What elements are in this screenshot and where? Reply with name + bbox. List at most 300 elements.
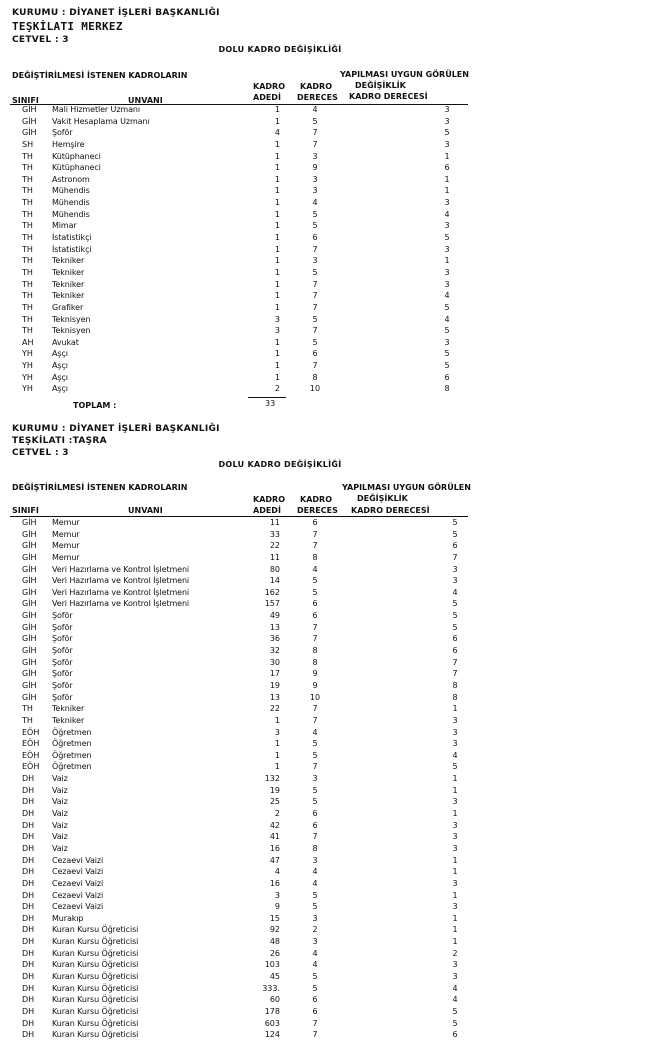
kadro-derecesi-cell: 4 [312,878,318,888]
sinifi-cell: TH [22,279,33,289]
kadro-adedi-cell: 11 [269,552,280,562]
sinifi-cell: TH [22,326,33,336]
unvani-cell: Kuran Kursu Öğreticisi [52,983,139,993]
kadro-adedi-cell: 1 [274,209,280,219]
toplam-value: 33 [265,399,276,408]
sinifi-cell: DH [22,937,35,947]
sinifi-cell: DH [22,983,35,993]
kadro-derecesi-cell: 2 [312,925,318,935]
kadro-adedi-cell: 2 [274,809,280,819]
sinifi-cell: TH [22,704,33,714]
table-row [0,913,660,925]
sinifi-cell: GİH [22,611,37,621]
table-row [0,622,660,634]
yeni-derece-cell: 3 [444,337,450,347]
sinifi-cell: DH [22,1006,35,1016]
kadro-adedi-cell: 36 [269,634,280,644]
kadro-derecesi-cell: 7 [312,139,318,149]
unvani-cell: Memur [52,541,80,551]
sinifi-cell: TH [22,198,33,208]
sinifi-cell: DH [22,774,35,784]
unvani-cell: Vaiz [52,785,68,795]
unvani-cell: Şoför [52,669,73,679]
kadro-adedi-cell: 92 [269,925,280,935]
kadro-adedi-cell: 162 [264,587,280,597]
kadro-adedi-cell: 1 [274,337,280,347]
unvani-cell: Öğretmen [52,750,92,760]
kadro-adedi-cell: 178 [264,1006,280,1016]
kadro-adedi-cell: 26 [269,948,280,958]
yeni-derece-cell: 3 [444,279,450,289]
table-row [0,185,660,197]
unvani-cell: Aşçı [52,384,68,394]
kadro-adedi-cell: 32 [269,646,280,656]
table-merkez [0,104,660,395]
sinifi-cell: GİH [22,669,37,679]
unvani-cell: Aşçı [52,372,68,382]
unvani-cell: Kuran Kursu Öğreticisi [52,971,139,981]
sinifi-cell: GİH [22,646,37,656]
unvani-cell: İstatistikçi [52,244,92,254]
kadro-derecesi-cell: 7 [312,1018,318,1028]
kadro-derecesi-cell: 8 [312,657,318,667]
table-row [0,924,660,936]
kadro-adedi-cell: 2 [274,384,280,394]
page-title: DOLU KADRO DEĞİŞİKLİĞİ [218,460,342,469]
col-kadro-derecesi-1: KADRO [300,82,332,91]
kadro-adedi-cell: 80 [269,564,280,574]
col-right-3: KADRO DERECESİ [349,92,428,101]
yeni-derece-cell: 4 [452,750,458,760]
unvani-cell: Şoför [52,657,73,667]
kadro-derecesi-cell: 5 [312,902,318,912]
yeni-derece-cell: 3 [452,971,458,981]
table-row [0,866,660,878]
kadro-adedi-cell: 1 [274,762,280,772]
teskilati-line: TEŞKİLATI MERKEZ [12,20,123,33]
kadro-derecesi-cell: 5 [312,576,318,586]
yeni-derece-cell: 4 [452,995,458,1005]
kadro-adedi-cell: 124 [264,1030,280,1040]
table-row [0,197,660,209]
kadro-derecesi-cell: 3 [312,174,318,184]
kadro-adedi-cell: 4 [274,128,280,138]
yeni-derece-cell: 6 [452,646,458,656]
table-tasra [0,517,660,1041]
sinifi-cell: TH [22,186,33,196]
col-kadro-adedi-1: KADRO [253,82,285,91]
subhead-left: DEĞİŞTİRİLMESİ İSTENEN KADROLARIN [12,71,188,80]
unvani-cell: Mimar [52,221,77,231]
table-row [0,564,660,576]
unvani-cell: Grafiker [52,302,84,312]
sinifi-cell: TH [22,256,33,266]
sinifi-cell: TH [22,233,33,243]
unvani-cell: Kuran Kursu Öğreticisi [52,937,139,947]
sinifi-cell: EÖH [22,727,40,737]
kadro-derecesi-cell: 4 [312,564,318,574]
kadro-adedi-cell: 49 [269,611,280,621]
kadro-derecesi-cell: 5 [312,587,318,597]
sinifi-cell: AH [22,337,34,347]
col-kadro-derecesi-2: DERECES [297,506,338,515]
kadro-adedi-cell: 103 [264,960,280,970]
unvani-cell: Vaiz [52,774,68,784]
sinifi-cell: SH [22,139,34,149]
sinifi-cell: GİH [22,587,37,597]
unvani-cell: Vaiz [52,809,68,819]
unvani-cell: Kuran Kursu Öğreticisi [52,1018,139,1028]
sinifi-cell: EÖH [22,739,40,749]
kadro-adedi-cell: 1 [274,198,280,208]
sinifi-cell: GİH [22,564,37,574]
unvani-cell: Tekniker [52,704,85,714]
kadro-adedi-cell: 47 [269,855,280,865]
unvani-cell: Veri Hazırlama ve Kontrol İşletmeni [52,599,190,609]
yeni-derece-cell: 3 [444,116,450,126]
kadro-adedi-cell: 9 [274,902,280,912]
col-sinifi: SINIFI [12,96,39,105]
col-kadro-adedi-2: ADEDİ [253,506,281,515]
yeni-derece-cell: 8 [452,692,458,702]
sinifi-cell: GİH [22,552,37,562]
yeni-derece-cell: 7 [452,669,458,679]
sinifi-cell: TH [22,163,33,173]
kadro-derecesi-cell: 6 [312,809,318,819]
unvani-cell: Teknisyen [52,314,91,324]
kadro-derecesi-cell: 7 [312,634,318,644]
kadro-adedi-cell: 1 [274,267,280,277]
table-row [0,255,660,267]
yeni-derece-cell: 5 [452,529,458,539]
sinifi-cell: YH [22,349,33,359]
yeni-derece-cell: 3 [452,727,458,737]
kadro-derecesi-cell: 9 [312,680,318,690]
unvani-cell: Tekniker [52,256,85,266]
unvani-cell: Şoför [52,634,73,644]
kadro-adedi-cell: 1 [274,233,280,243]
unvani-cell: Aşçı [52,361,68,371]
sinifi-cell: TH [22,267,33,277]
kadro-adedi-cell: 1 [274,739,280,749]
yeni-derece-cell: 5 [444,361,450,371]
unvani-cell: Öğretmen [52,739,92,749]
kadro-adedi-cell: 11 [269,518,280,527]
yeni-derece-cell: 1 [452,890,458,900]
sinifi-cell: YH [22,384,33,394]
yeni-derece-cell: 1 [452,774,458,784]
kadro-adedi-cell: 19 [269,680,280,690]
col-kadro-adedi-1: KADRO [253,495,285,504]
yeni-derece-cell: 5 [452,518,458,527]
yeni-derece-cell: 3 [444,139,450,149]
yeni-derece-cell: 1 [452,937,458,947]
unvani-cell: Veri Hazırlama ve Kontrol İşletmeni [52,576,190,586]
table-row [0,174,660,186]
yeni-derece-cell: 3 [452,960,458,970]
kadro-derecesi-cell: 3 [312,186,318,196]
kadro-derecesi-cell: 4 [312,105,318,114]
sinifi-cell: DH [22,820,35,830]
yeni-derece-cell: 5 [452,611,458,621]
sinifi-cell: DH [22,890,35,900]
table-row [0,645,660,657]
sinifi-cell: TH [22,715,33,725]
table-row [0,209,660,221]
table-row [0,831,660,843]
table-row [0,855,660,867]
kadro-adedi-cell: 1 [274,256,280,266]
sinifi-cell: TH [22,314,33,324]
unvani-cell: Mühendis [52,209,90,219]
yeni-derece-cell: 3 [444,244,450,254]
sinifi-cell: GİH [22,529,37,539]
table-row [0,348,660,360]
kadro-adedi-cell: 1 [274,361,280,371]
kadro-derecesi-cell: 5 [312,971,318,981]
col-right-1: YAPILMASI UYGUN GÖRÜLEN [340,70,469,79]
yeni-derece-cell: 1 [452,925,458,935]
kadro-adedi-cell: 1 [274,291,280,301]
unvani-cell: Aşçı [52,349,68,359]
kadro-adedi-cell: 1 [274,151,280,161]
table-row [0,116,660,128]
kadro-derecesi-cell: 7 [312,244,318,254]
unvani-cell: Vakit Hesaplama Uzmanı [52,116,150,126]
kadro-adedi-cell: 48 [269,937,280,947]
yeni-derece-cell: 8 [444,384,450,394]
kadro-adedi-cell: 13 [269,622,280,632]
kadro-derecesi-cell: 8 [312,843,318,853]
unvani-cell: Tekniker [52,291,85,301]
table-row [0,878,660,890]
table-row [0,948,660,960]
table-row [0,680,660,692]
table-row [0,808,660,820]
col-right-2: DEĞİŞİKLİK [355,81,406,90]
kadro-derecesi-cell: 5 [312,739,318,749]
yeni-derece-cell: 6 [452,634,458,644]
yeni-derece-cell: 2 [452,948,458,958]
yeni-derece-cell: 6 [444,372,450,382]
kadro-adedi-cell: 3 [274,727,280,737]
kadro-derecesi-cell: 3 [312,913,318,923]
kadro-derecesi-cell: 6 [312,599,318,609]
yeni-derece-cell: 1 [452,785,458,795]
yeni-derece-cell: 3 [444,198,450,208]
unvani-cell: Cezaevi Vaizi [52,902,104,912]
kadro-derecesi-cell: 7 [312,302,318,312]
sinifi-cell: GİH [22,634,37,644]
sinifi-cell: DH [22,878,35,888]
kadro-adedi-cell: 17 [269,669,280,679]
teskilati-line: TEŞKİLATI :TAŞRA [12,436,107,446]
kadro-derecesi-cell: 4 [312,727,318,737]
table-row [0,633,660,645]
kadro-adedi-cell: 16 [269,878,280,888]
kadro-derecesi-cell: 7 [312,715,318,725]
kadro-adedi-cell: 132 [264,774,280,784]
table-row [0,890,660,902]
table-row [0,127,660,139]
table-row [0,529,660,541]
yeni-derece-cell: 1 [444,151,450,161]
table-row [0,773,660,785]
unvani-cell: Öğretmen [52,762,92,772]
yeni-derece-cell: 3 [452,902,458,912]
yeni-derece-cell: 1 [452,704,458,714]
kadro-derecesi-cell: 3 [312,855,318,865]
kadro-adedi-cell: 15 [269,913,280,923]
total-rule [248,397,286,398]
yeni-derece-cell: 8 [452,680,458,690]
kadro-derecesi-cell: 5 [312,785,318,795]
yeni-derece-cell: 3 [444,267,450,277]
sinifi-cell: TH [22,244,33,254]
unvani-cell: Astronom [52,174,90,184]
col-kadro-derecesi-2: DERECES [297,93,338,102]
kadro-derecesi-cell: 6 [312,820,318,830]
yeni-derece-cell: 3 [452,878,458,888]
kadro-derecesi-cell: 9 [312,669,318,679]
kadro-adedi-cell: 16 [269,843,280,853]
unvani-cell: Cezaevi Vaizi [52,867,104,877]
kadro-adedi-cell: 1 [274,139,280,149]
sinifi-cell: GİH [22,622,37,632]
kadro-derecesi-cell: 4 [312,960,318,970]
sinifi-cell: GİH [22,692,37,702]
yeni-derece-cell: 5 [452,622,458,632]
kadro-derecesi-cell: 8 [312,372,318,382]
table-row [0,552,660,564]
kadro-adedi-cell: 25 [269,797,280,807]
kadro-adedi-cell: 13 [269,692,280,702]
table-row [0,1018,660,1030]
sinifi-cell: DH [22,809,35,819]
kadro-derecesi-cell: 4 [312,948,318,958]
sinifi-cell: GİH [22,518,37,527]
sinifi-cell: DH [22,832,35,842]
unvani-cell: Mühendis [52,198,90,208]
kadro-adedi-cell: 1 [274,116,280,126]
table-row [0,843,660,855]
table-row [0,139,660,151]
table-row [0,668,660,680]
table-row [0,703,660,715]
sinifi-cell: TH [22,302,33,312]
yeni-derece-cell: 7 [452,657,458,667]
yeni-derece-cell: 3 [452,820,458,830]
kadro-derecesi-cell: 5 [312,116,318,126]
yeni-derece-cell: 3 [452,576,458,586]
sinifi-cell: DH [22,867,35,877]
kadro-derecesi-cell: 7 [312,832,318,842]
sinifi-cell: DH [22,960,35,970]
table-row [0,220,660,232]
kadro-adedi-cell: 3 [274,890,280,900]
kadro-derecesi-cell: 5 [312,314,318,324]
table-row [0,761,660,773]
kadro-adedi-cell: 60 [269,995,280,1005]
unvani-cell: Vaiz [52,832,68,842]
table-row [0,302,660,314]
yeni-derece-cell: 3 [452,843,458,853]
unvani-cell: Öğretmen [52,727,92,737]
unvani-cell: Vaiz [52,797,68,807]
yeni-derece-cell: 1 [452,809,458,819]
sinifi-cell: GİH [22,128,37,138]
kadro-adedi-cell: 1 [274,279,280,289]
table-row [0,820,660,832]
kadro-derecesi-cell: 6 [312,233,318,243]
sinifi-cell: GİH [22,599,37,609]
yeni-derece-cell: 4 [444,291,450,301]
kadro-adedi-cell: 45 [269,971,280,981]
unvani-cell: Memur [52,529,80,539]
kadro-derecesi-cell: 6 [312,349,318,359]
toplam-label: TOPLAM : [73,401,117,410]
kadro-derecesi-cell: 5 [312,221,318,231]
unvani-cell: Murakıp [52,913,84,923]
table-row [0,727,660,739]
table-row [0,337,660,349]
yeni-derece-cell: 4 [452,983,458,993]
table-row [0,1006,660,1018]
kadro-adedi-cell: 1 [274,750,280,760]
sinifi-cell: DH [22,902,35,912]
kadro-derecesi-cell: 7 [312,128,318,138]
table-row [0,540,660,552]
sinifi-cell: YH [22,372,33,382]
unvani-cell: Kütüphaneci [52,163,101,173]
sinifi-cell: TH [22,221,33,231]
sinifi-cell: TH [22,291,33,301]
section-merkez [0,0,660,420]
yeni-derece-cell: 3 [452,832,458,842]
unvani-cell: Vaiz [52,820,68,830]
kadro-adedi-cell: 4 [274,867,280,877]
table-row [0,162,660,174]
unvani-cell: Tekniker [52,715,85,725]
sinifi-cell: DH [22,843,35,853]
yeni-derece-cell: 1 [444,174,450,184]
yeni-derece-cell: 5 [444,349,450,359]
yeni-derece-cell: 4 [444,209,450,219]
unvani-cell: Şoför [52,692,73,702]
kadro-derecesi-cell: 7 [312,704,318,714]
unvani-cell: Cezaevi Vaizi [52,855,104,865]
sinifi-cell: TH [22,151,33,161]
table-row [0,232,660,244]
table-row [0,267,660,279]
kadro-derecesi-cell: 7 [312,291,318,301]
yeni-derece-cell: 1 [444,186,450,196]
kadro-derecesi-cell: 8 [312,552,318,562]
yeni-derece-cell: 5 [452,1018,458,1028]
kadro-derecesi-cell: 5 [312,750,318,760]
sinifi-cell: DH [22,925,35,935]
kadro-derecesi-cell: 4 [312,198,318,208]
kadro-adedi-cell: 22 [269,704,280,714]
yeni-derece-cell: 3 [452,715,458,725]
unvani-cell: Şoför [52,622,73,632]
kadro-derecesi-cell: 10 [309,384,321,394]
unvani-cell: Mühendis [52,186,90,196]
section-tasra [0,420,660,1062]
kadro-adedi-cell: 1 [274,221,280,231]
sinifi-cell: GİH [22,105,37,114]
subhead-left: DEĞİŞTİRİLMESİ İSTENEN KADROLARIN [12,483,188,492]
